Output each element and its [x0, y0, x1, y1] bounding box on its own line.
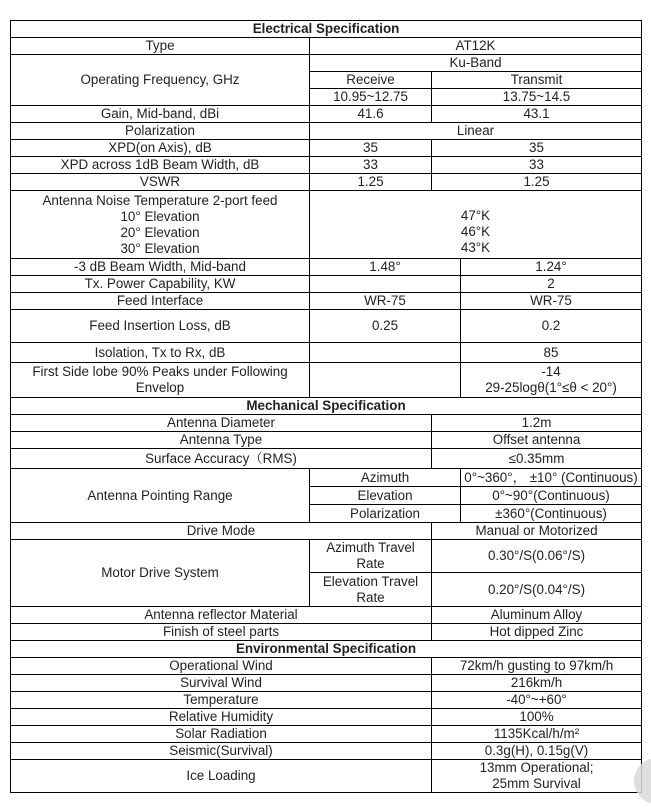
polarization-value: Linear: [310, 123, 642, 140]
xpd-axis-rx: 35: [310, 140, 432, 157]
table-row: [11, 432, 642, 449]
table-row: [11, 310, 642, 343]
section-header-row: [11, 641, 642, 658]
gain-label: Gain, Mid-band, dBi: [11, 106, 310, 123]
pointing-range-label: Antenna Pointing Range: [11, 469, 310, 523]
sidelobe-tx: [461, 363, 642, 398]
feed-interface-tx: WR-75: [461, 293, 642, 310]
temperature-value: -40°~+60°: [432, 692, 642, 709]
pointing-polarization-label: Polarization: [310, 505, 461, 523]
table-row: [11, 343, 642, 363]
pointing-azimuth-label: Azimuth: [310, 469, 461, 487]
reflector-material-value: Aluminum Alloy: [432, 607, 642, 624]
pointing-azimuth-value: 0°~360°， ±10° (Continuous): [461, 469, 642, 487]
pointing-polarization-value: ±360°(Continuous): [461, 505, 642, 523]
pointing-elevation-value: 0°~90°(Continuous): [461, 487, 642, 505]
vswr-rx: 1.25: [310, 174, 432, 191]
table-row: [11, 259, 642, 276]
transmit-frequency: 13.75~14.5: [432, 89, 642, 106]
table-row: [11, 449, 642, 469]
operational-wind-value: 72km/h gusting to 97km/h: [432, 658, 642, 675]
xpd-beam-tx: 33: [432, 157, 642, 174]
table-row: [11, 38, 642, 55]
gain-rx: 41.6: [310, 106, 432, 123]
sidelobe-envelope: 29-25logθ(1°≤θ < 20°): [485, 380, 617, 395]
polarization-label: Polarization: [11, 123, 310, 140]
table-row: [11, 363, 642, 398]
section-header-row: [11, 398, 642, 415]
noise-elevation-10: 10° Elevation: [120, 208, 200, 224]
noise-value-30: 43°K: [460, 240, 491, 255]
beamwidth-rx: 1.48°: [310, 259, 461, 276]
feed-interface-rx: WR-75: [310, 293, 461, 310]
isolation-label: Isolation, Tx to Rx, dB: [11, 343, 310, 363]
antenna-type-label: Antenna Type: [11, 432, 432, 449]
diameter-value: 1.2m: [432, 415, 642, 432]
drive-mode-label: Drive Mode: [11, 523, 432, 540]
insertion-loss-tx: 0.2: [461, 310, 642, 343]
frequency-label: Operating Frequency, GHz: [11, 55, 310, 106]
xpd-axis-label: XPD(on Axis), dB: [11, 140, 310, 157]
table-row: [11, 523, 642, 540]
isolation-tx: 85: [461, 343, 642, 363]
surface-accuracy-value: ≤0.35mm: [432, 449, 642, 469]
xpd-beam-rx: 33: [310, 157, 432, 174]
sidelobe-value: -14: [541, 364, 561, 379]
transmit-header: Transmit: [432, 72, 642, 89]
steel-finish-label: Finish of steel parts: [11, 624, 432, 641]
noise-value-10: 47°K: [460, 208, 491, 223]
noise-elevation-20: 20° Elevation: [120, 224, 200, 240]
pointing-elevation-label: Elevation: [310, 487, 461, 505]
insertion-loss-label: Feed Insertion Loss, dB: [11, 310, 310, 343]
table-row: [11, 469, 642, 487]
insertion-loss-rx: 0.25: [310, 310, 461, 343]
sidelobe-rx: [310, 363, 461, 398]
humidity-label: Relative Humidity: [11, 709, 432, 726]
table-row: [11, 140, 642, 157]
table-row: [11, 157, 642, 174]
type-label: Type: [11, 38, 310, 55]
elevation-rate-label: Elevation Travel Rate: [310, 573, 432, 607]
table-row: [11, 726, 642, 743]
seismic-value: 0.3g(H), 0.15g(V): [432, 743, 642, 760]
beamwidth-label: -3 dB Beam Width, Mid-band: [11, 259, 310, 276]
noise-elevation-30: 30° Elevation: [120, 240, 200, 256]
reflector-material-label: Antenna reflector Material: [11, 607, 432, 624]
table-row: [11, 607, 642, 624]
xpd-beam-label: XPD across 1dB Beam Width, dB: [11, 157, 310, 174]
table-row: [11, 540, 642, 573]
table-row: [11, 276, 642, 293]
humidity-value: 100%: [432, 709, 642, 726]
ice-loading-label: Ice Loading: [11, 760, 432, 793]
environmental-section-heading: Environmental Specification: [11, 641, 642, 658]
noise-value-20: 46°K: [460, 224, 491, 239]
power-rx: [310, 276, 461, 293]
table-row: [11, 658, 642, 675]
steel-finish-value: Hot dipped Zinc: [432, 624, 642, 641]
vswr-tx: 1.25: [432, 174, 642, 191]
electrical-section-heading: Electrical Specification: [11, 21, 642, 38]
surface-accuracy-label: Surface Accuracy（RMS): [11, 449, 432, 469]
power-tx: 2: [461, 276, 642, 293]
beamwidth-tx: 1.24°: [461, 259, 642, 276]
mechanical-section-heading: Mechanical Specification: [11, 398, 642, 415]
noise-temperature-values: [310, 191, 642, 259]
sidelobe-label: First Side lobe 90% Peaks under Following Envelop: [11, 363, 310, 398]
solar-radiation-label: Solar Radiation: [11, 726, 432, 743]
motor-drive-label: Motor Drive System: [11, 540, 310, 607]
type-value: AT12K: [310, 38, 642, 55]
table-row: [11, 415, 642, 432]
table-row: [11, 692, 642, 709]
table-row: [11, 624, 642, 641]
temperature-label: Temperature: [11, 692, 432, 709]
receive-frequency: 10.95~12.75: [310, 89, 432, 106]
drive-mode-value: Manual or Motorized: [432, 523, 642, 540]
survival-wind-label: Survival Wind: [11, 675, 432, 692]
noise-temperature-label: [11, 191, 310, 259]
antenna-type-value: Offset antenna: [432, 432, 642, 449]
table-row: [11, 191, 642, 259]
table-row: [11, 293, 642, 310]
elevation-rate-value: 0.20°/S(0.04°/S): [432, 573, 642, 607]
seismic-label: Seismic(Survival): [11, 743, 432, 760]
section-header-row: [11, 21, 642, 38]
table-row: [11, 743, 642, 760]
gain-tx: 43.1: [432, 106, 642, 123]
table-row: [11, 675, 642, 692]
azimuth-rate-value: 0.30°/S(0.06°/S): [432, 540, 642, 573]
table-row: [11, 709, 642, 726]
isolation-rx: [310, 343, 461, 363]
ice-loading-value: 13mm Operational; 25mm Survival: [432, 760, 642, 793]
band-value: Ku-Band: [310, 55, 642, 72]
table-row: [11, 760, 642, 793]
xpd-axis-tx: 35: [432, 140, 642, 157]
table-row: [11, 123, 642, 140]
specification-table: [10, 20, 642, 793]
diameter-label: Antenna Diameter: [11, 415, 432, 432]
operational-wind-label: Operational Wind: [11, 658, 432, 675]
table-row: [11, 106, 642, 123]
vswr-label: VSWR: [11, 174, 310, 191]
power-label: Tx. Power Capability, KW: [11, 276, 310, 293]
azimuth-rate-label: Azimuth Travel Rate: [310, 540, 432, 573]
table-row: [11, 55, 642, 72]
noise-label: Antenna Noise Temperature 2-port feed: [42, 192, 278, 208]
solar-radiation-value: 1135Kcal/h/m²: [432, 726, 642, 743]
receive-header: Receive: [310, 72, 432, 89]
survival-wind-value: 216km/h: [432, 675, 642, 692]
feed-interface-label: Feed Interface: [11, 293, 310, 310]
table-row: [11, 174, 642, 191]
